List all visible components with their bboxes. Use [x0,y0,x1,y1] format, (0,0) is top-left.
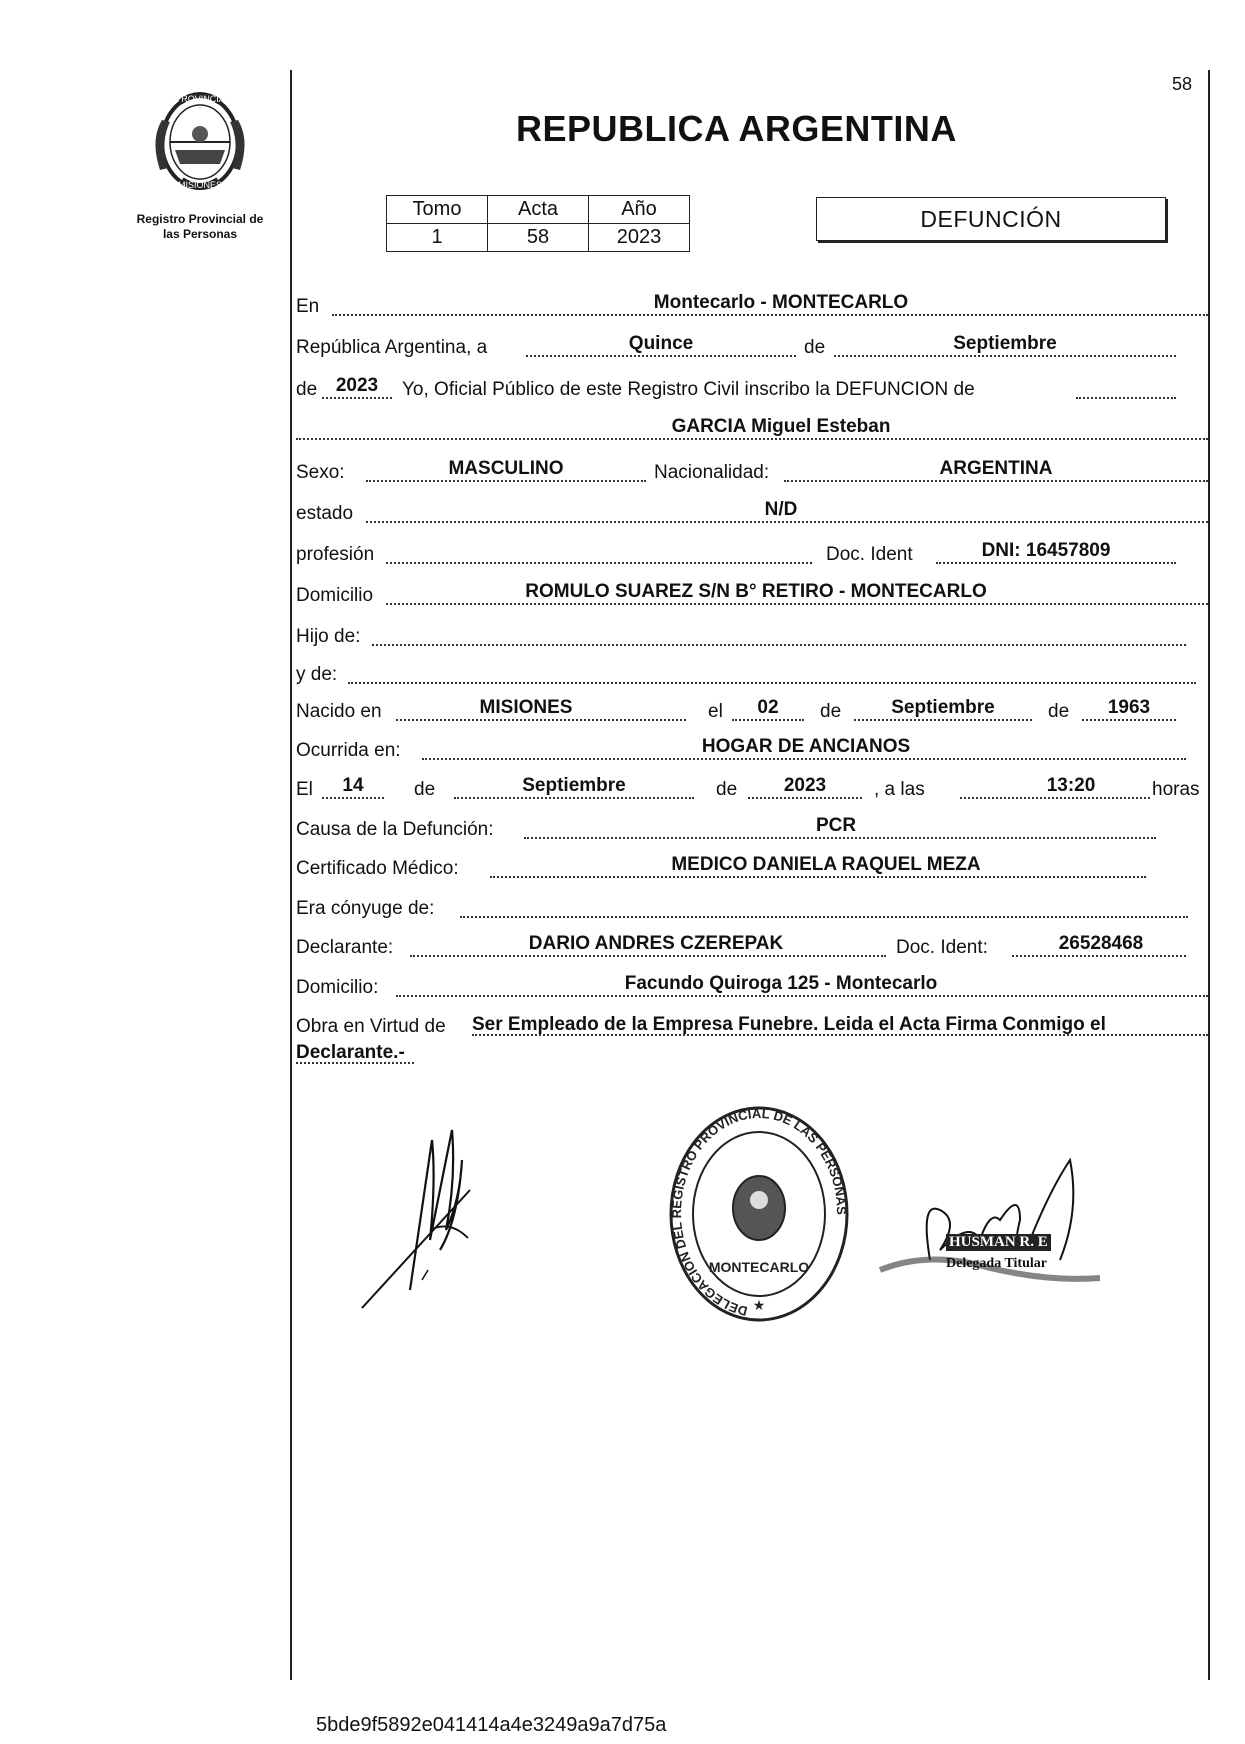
yde-label: y de: [296,664,338,685]
profesion-label: profesión [296,544,375,565]
muerte-dia: 14 [342,775,364,796]
yo-text: Yo, Oficial Público de este Registro Civil inscribo la DEFUNCION de [402,379,975,400]
domicilio-value: ROMULO SUAREZ S/N B° RETIRO - MONTECARLO [525,581,987,602]
declarante-doc-value: 26528468 [1058,933,1144,954]
ref-value-anio: 2023 [589,224,690,252]
row-domicilio [296,581,1208,611]
dotted-line [1076,397,1176,399]
document-hash: 5bde9f5892e041414a4e3249a9a7d75a [316,1714,667,1736]
row-profesion [296,540,1176,570]
nacido-mes: Septiembre [891,697,995,718]
muerte-mes: Septiembre [522,775,626,796]
ref-value-tomo: 1 [387,224,488,252]
ref-value-acta: 58 [488,224,589,252]
muerte-hora: 13:20 [1046,775,1096,796]
domicilio2-label: Domicilio: [296,977,379,998]
row-estado [296,499,1208,529]
registry-caption-line2: las Personas [162,227,238,241]
conyuge-label: Era cónyuge de: [296,898,435,919]
el2-label: El [296,779,313,800]
ocurrida-value: HOGAR DE ANCIANOS [701,736,911,757]
nacido-lugar: MISIONES [479,697,573,718]
row-domicilio-declarante [296,973,1208,1003]
registry-caption-line1: Registro Provincial de [136,212,264,226]
logo-text-top: PROVINCIA [175,94,225,104]
el-label: el [708,701,723,722]
sexo-label: Sexo: [296,462,345,483]
en-value: Montecarlo - MONTECARLO [653,292,909,313]
nacido-anio: 1963 [1107,697,1151,718]
dotted-line [386,562,812,564]
stamp-city: MONTECARLO [708,1259,810,1275]
year-prefix: de [296,379,318,400]
row-conyuge [296,894,1188,924]
day-words: Quince [628,333,694,354]
row-yde [296,660,1196,690]
document-title: REPUBLICA ARGENTINA [516,108,957,149]
row-name [296,416,1208,446]
row-yo [296,375,1176,405]
logo-text-bottom: MISIONES [177,180,223,190]
estado-value: N/D [764,499,798,520]
officer-stamp-line1: HUSMAN R. E [946,1234,1051,1251]
row-certificado [296,854,1146,884]
row-ocurrida [296,736,1186,766]
nacido-label: Nacido en [296,701,382,722]
declarante-value: DARIO ANDRES CZEREPAK [528,933,784,954]
nacionalidad-value: ARGENTINA [939,458,1053,479]
ref-header-anio: Año [589,196,690,224]
ref-header-acta: Acta [488,196,589,224]
muerte-anio: 2023 [783,775,827,796]
nacido-dia: 02 [757,697,779,718]
dotted-line [472,1034,1208,1036]
row-causa [296,815,1156,845]
certificado-value: MEDICO DANIELA RAQUEL MEZA [671,854,981,875]
row-republica [296,333,1176,363]
sexo-value: MASCULINO [448,458,564,479]
de4-label: de [716,779,738,800]
left-margin-line [290,70,292,1680]
doc-value: DNI: 16457809 [981,540,1111,561]
row-obra [296,1012,1208,1042]
ocurrida-label: Ocurrida en: [296,740,401,761]
causa-label: Causa de la Defunción: [296,819,494,840]
certificado-label: Certificado Médico: [296,858,459,879]
official-stamp [664,1100,854,1330]
doc-label: Doc. Ident [826,544,913,565]
dotted-line [296,1062,414,1064]
declarante-doc-label: Doc. Ident: [896,937,988,958]
nacionalidad-label: Nacionalidad: [654,462,770,483]
ref-header-tomo: Tomo [387,196,488,224]
declarante-label: Declarante: [296,937,394,958]
de-label: de [804,337,826,358]
row-en [296,292,1208,322]
obra-label: Obra en Virtud de [296,1016,446,1037]
hijo-label: Hijo de: [296,626,361,647]
registry-caption [115,212,285,242]
causa-value: PCR [815,815,857,836]
reference-table [386,195,690,252]
row-fecha-muerte [296,775,1202,805]
page-number: 58 [1172,74,1193,94]
stamp-ring-textpath: DELEGACION DEL REGISTRO PROVINCIAL DE LAS PERSONAS [669,1105,850,1319]
row-hijo [296,622,1186,652]
republica-label: República Argentina, a [296,337,488,358]
declarant-signature [360,1120,490,1310]
domicilio-label: Domicilio [296,585,374,606]
deceased-name: GARCIA Miguel Esteban [671,416,891,437]
obra-value-line1: Ser Empleado de la Empresa Funebre. Leida el Acta Firma Conmigo el [472,1014,1106,1035]
row-nacido [296,697,1176,727]
obra-value-line2: Declarante.- [296,1042,405,1063]
year-value: 2023 [335,375,379,396]
row-obra-2 [296,1040,496,1070]
de2-label: de [1048,701,1070,722]
alas-label: , a las [874,779,925,800]
dotted-line [460,916,1188,918]
de1-label: de [820,701,842,722]
dotted-line [348,682,1196,684]
de3-label: de [414,779,436,800]
province-logo [140,80,260,198]
officer-stamp-line2: Delegada Titular [946,1256,1047,1271]
dotted-line [372,644,1186,646]
right-margin-line [1208,70,1210,1680]
domicilio2-value: Facundo Quiroga 125 - Montecarlo [624,973,938,994]
en-label: En [296,296,320,317]
document-type-box: DEFUNCIÓN [816,197,1166,241]
horas-label: horas [1152,779,1200,800]
estado-label: estado [296,503,354,524]
officer-signature [870,1150,1130,1300]
month-value: Septiembre [953,333,1057,354]
row-sexo [296,458,1208,488]
stamp-star-icon: ★ [752,1297,766,1313]
row-declarante [296,933,1186,963]
